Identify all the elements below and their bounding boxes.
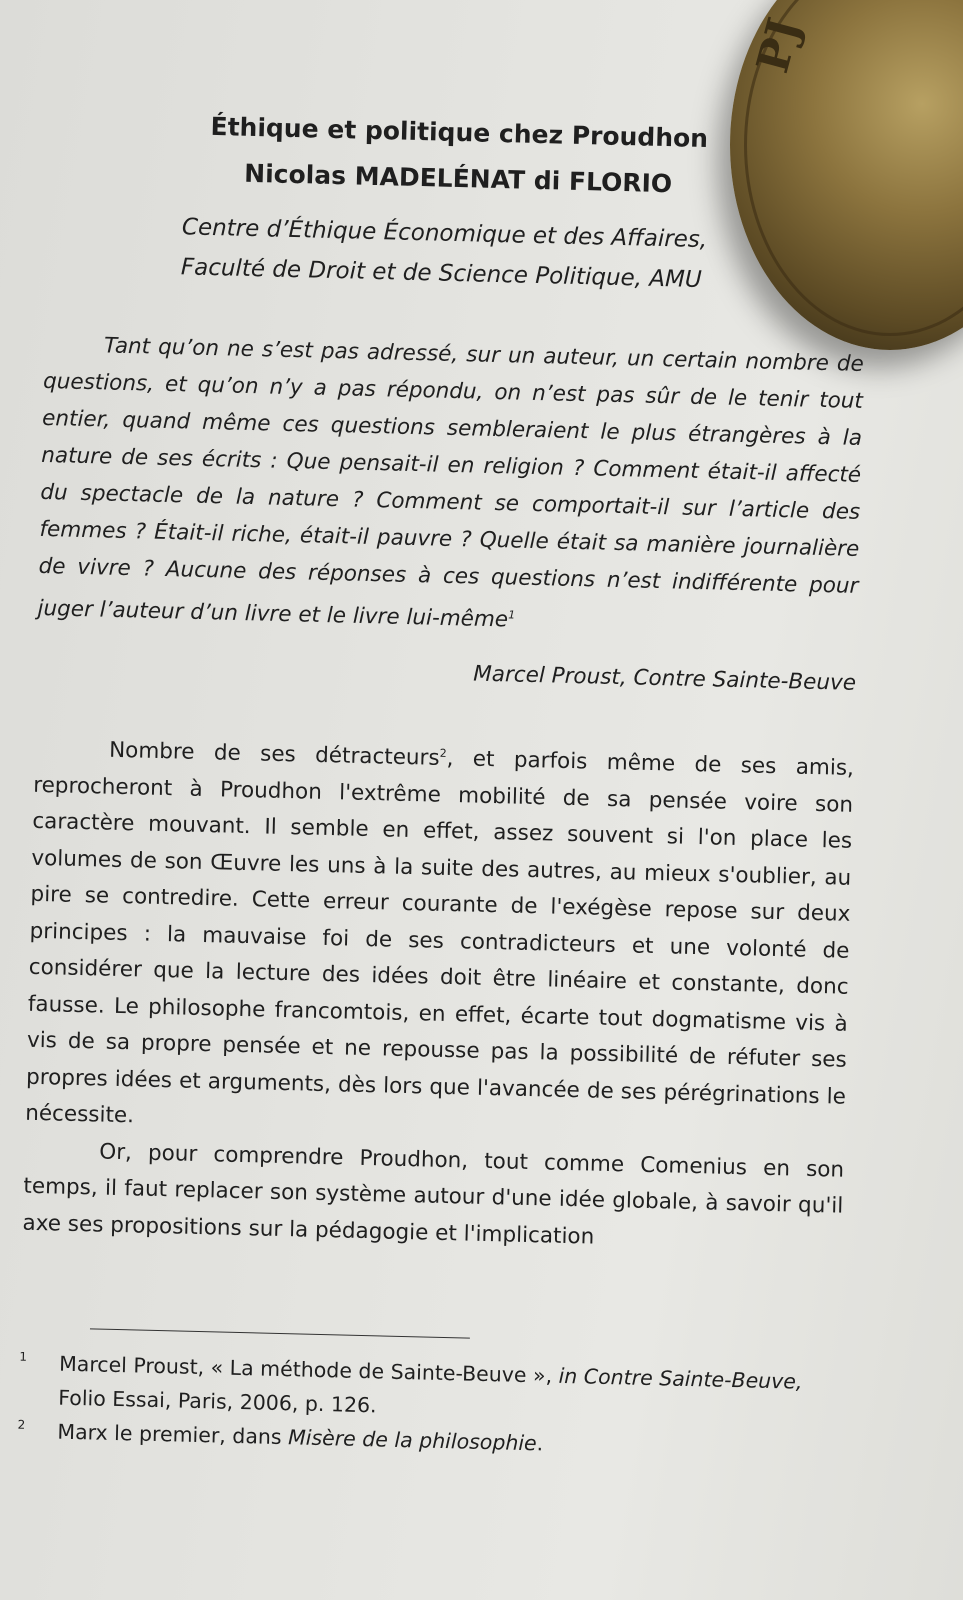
epigraph-quote (37, 326, 864, 647)
footnote-2-italic: Misère de la philosophie (287, 1425, 537, 1456)
footnote-2-end: . (536, 1431, 544, 1456)
footnote-ref-1: 1 (508, 608, 516, 622)
article-title-block (178, 103, 740, 209)
affiliation-line-1: Centre d’Éthique Économique et des Affaires, (181, 214, 708, 254)
footnote-separator (90, 1329, 470, 1339)
body-text (22, 726, 854, 1262)
author-affiliation (180, 207, 867, 304)
epigraph-text: Tant qu’on ne s’est pas adressé, sur un auteur, un certain nombre de questions, et qu’on n’y a pas répondu, on n’est pas sûr de le tenir tout entier, quand même ces questions sembleraient le plus étrangères à la nature de ses écrits : Que pensait-il en religion ? Comment était-il affecté du spectacle de la nature ? Comment se comportait-il sur l’article des femmes ? Était-il riche, était-il pauvre ? Quelle était sa manière journalière de vivre ? Aucune des réponses à ces questions n’est indifférente pour juger l’auteur d’un livre et le livre lui-même (37, 333, 865, 633)
footnote-ref-2: 2 (439, 746, 447, 761)
epigraph-attribution: Marcel Proust, Contre Sainte-Beuve (472, 661, 857, 697)
paragraph-1-start: Nombre de ses détracteurs (108, 737, 440, 772)
footnote-1-number: 1 (19, 1349, 28, 1365)
article-author: Nicolas MADELÉNAT di FLORIO (243, 158, 673, 199)
footnote-2-number: 2 (17, 1417, 26, 1433)
article-title: Éthique et politique chez Proudhon (210, 111, 709, 154)
paragraph-1-rest: , et parfois même de ses amis, reprocheront à Proudhon l'extrême mobilité de sa pensée voire son caractère mouvant. Il semble en effet, assez souvent si l'on place les volumes de son Œuvre les uns à la suite des autres, au mieux s'oublier, au pire se contredire. Cette erreur courante de l'exégèse repose sur deux principes : la mauvaise foi de ses contradicteurs et une volonté de considérer que la lecture des idées doit être linéaire et constante, donc fausse. Le philosophe francomtois, en effet, écarte tout dogmatisme vis à vis de sa propre pensée et ne repousse pas la possibilité de réfuter ses propres idées et arguments, dès lors que l'avancée de ses pérégrinations le nécessite. (24, 746, 855, 1129)
paragraph-1 (25, 726, 855, 1153)
footnote-1-italic: in Contre Sainte-Beuve, (558, 1364, 803, 1395)
footnote-2-text: Marx le premier, dans (57, 1419, 289, 1450)
footnote-1-source: Folio Essai, Paris, 2006, p. 126. (57, 1385, 377, 1418)
footnotes (17, 1346, 839, 1468)
affiliation-line-2: Faculté de Droit et de Science Politique, AMU (180, 254, 703, 293)
paragraph-2: Or, pour comprendre Proudhon, tout comme Comenius en son temps, il faut replacer son système autour d'une idée globale, à savoir qu'il axe ses propositions sur la pédagogie et l'implication (22, 1139, 845, 1250)
medal-inscription: PJ (747, 12, 811, 79)
page-content (17, 100, 870, 1468)
footnote-1-text: Marcel Proust, « La méthode de Sainte-Beuve », (58, 1351, 559, 1389)
